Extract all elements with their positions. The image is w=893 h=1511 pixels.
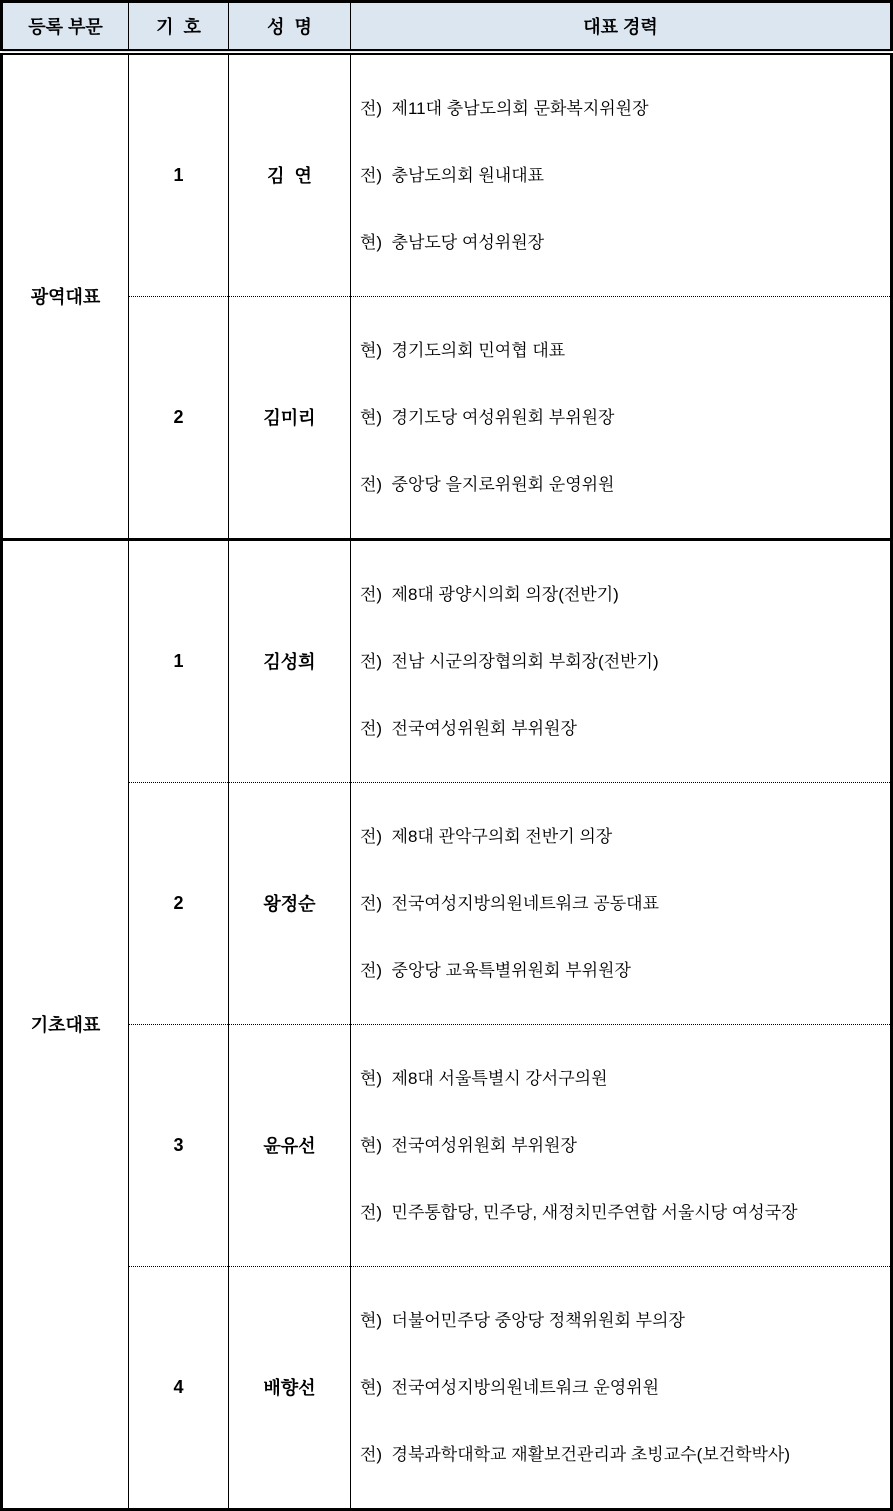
category-cell: 광역대표 (30, 287, 101, 307)
name-cell: 왕정순 (229, 782, 351, 1024)
career-line: 전) 제11대 충남도의회 문화복지위원장 (360, 98, 649, 118)
career-line: 현) 제8대 서울특별시 강서구의원 (360, 1068, 608, 1088)
career-cell (351, 782, 892, 1024)
table-row (2, 782, 892, 1024)
name-cell: 김미리 (229, 296, 351, 539)
number-cell: 2 (129, 782, 229, 1024)
career-line: 전) 전국여성지방의원네트워크 공동대표 (360, 893, 660, 913)
number-cell: 4 (129, 1266, 229, 1509)
career-line: 현) 충남도당 여성위원장 (360, 232, 545, 252)
career-line: 전) 전남 시군의장협의회 부회장(전반기) (360, 651, 659, 671)
career-line: 현) 더불어민주당 중앙당 정책위원회 부의장 (360, 1310, 685, 1330)
career-line: 현) 경기도의회 민여협 대표 (360, 340, 566, 360)
number-cell: 3 (129, 1024, 229, 1266)
table-row (2, 1024, 892, 1266)
header-category: 등록 부문 (2, 2, 129, 52)
career-line: 전) 전국여성위원회 부위원장 (360, 718, 577, 738)
header-row (2, 2, 892, 52)
career-line: 현) 전국여성위원회 부위원장 (360, 1135, 577, 1155)
name-cell: 윤유선 (229, 1024, 351, 1266)
career-line: 전) 민주통합당, 민주당, 새정치민주연합 서울시당 여성국장 (360, 1202, 798, 1222)
table-row (2, 1266, 892, 1509)
name-cell: 김성희 (229, 539, 351, 782)
table-row (2, 52, 892, 297)
career-cell (351, 539, 892, 782)
career-line: 전) 제8대 관악구의회 전반기 의장 (360, 826, 613, 846)
header-name: 성 명 (229, 2, 351, 52)
table-row (2, 296, 892, 539)
number-cell: 1 (129, 539, 229, 782)
career-cell (351, 52, 892, 297)
career-cell (351, 1266, 892, 1509)
header-career: 대표 경력 (351, 2, 892, 52)
career-line: 전) 충남도의회 원내대표 (360, 165, 545, 185)
category-cell: 기초대표 (2, 539, 129, 1509)
career-line: 현) 전국여성지방의원네트워크 운영위원 (360, 1377, 660, 1397)
name-cell: 배향선 (229, 1266, 351, 1509)
career-cell (351, 296, 892, 539)
name-cell: 김 연 (229, 52, 351, 297)
career-line: 전) 제8대 광양시의회 의장(전반기) (360, 584, 619, 604)
number-cell: 1 (129, 52, 229, 297)
career-cell (351, 1024, 892, 1266)
career-line: 전) 경북과학대학교 재활보건관리과 초빙교수(보건학박사) (360, 1444, 791, 1464)
career-line: 전) 중앙당 을지로위원회 운영위원 (360, 474, 615, 494)
header-number: 기 호 (129, 2, 229, 52)
career-line: 전) 중앙당 교육특별위원회 부위원장 (360, 960, 631, 980)
number-cell: 2 (129, 296, 229, 539)
table-row (2, 539, 892, 782)
career-line: 현) 경기도당 여성위원회 부위원장 (360, 407, 615, 427)
